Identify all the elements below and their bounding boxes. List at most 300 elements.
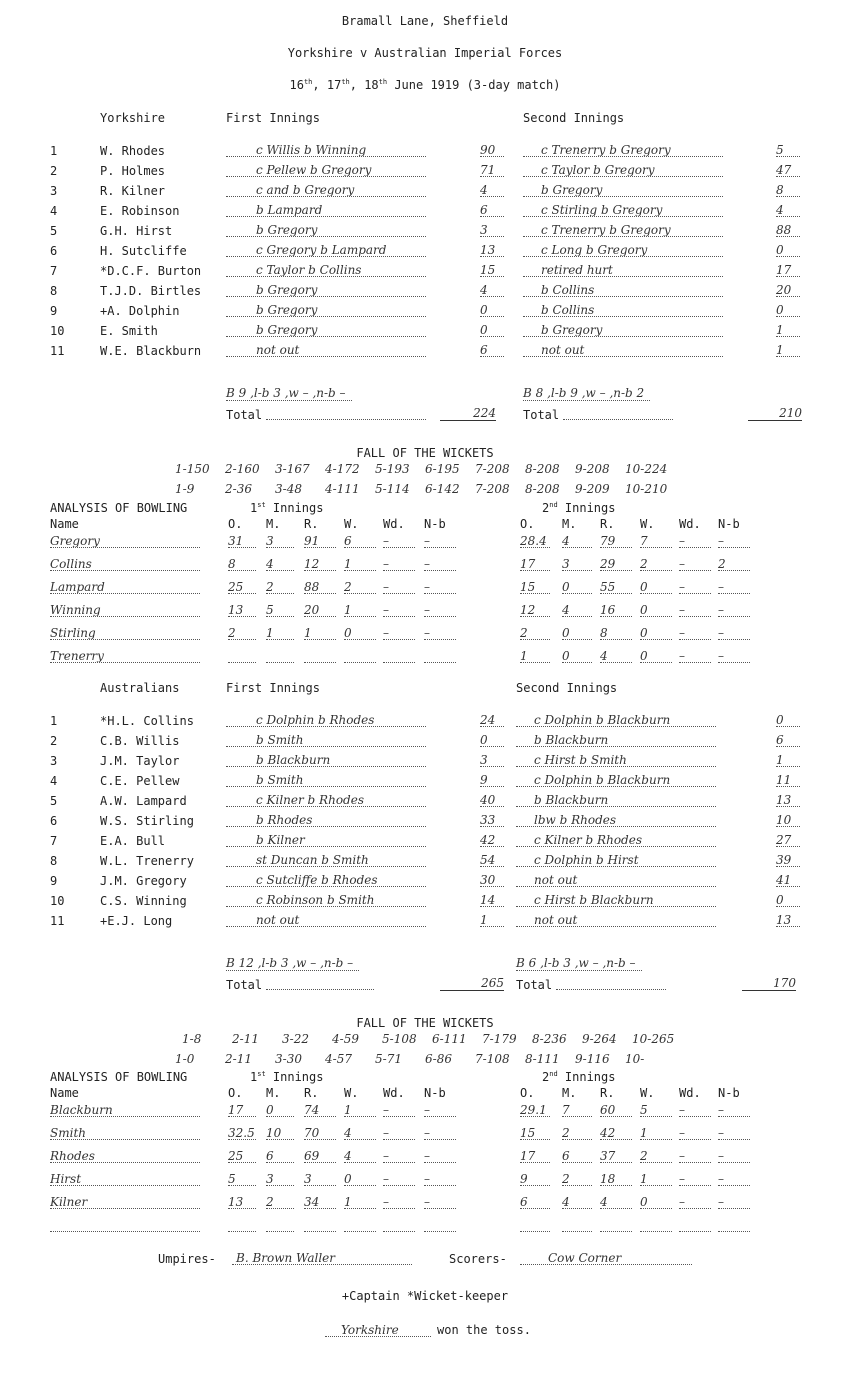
bowling-figure-first-innings: 13 xyxy=(228,1196,256,1209)
yorkshire-first-innings-heading: First Innings xyxy=(226,111,320,125)
batsman-number: 7 xyxy=(50,834,58,848)
runs-first-innings: 1 xyxy=(480,914,504,927)
bowling-figure-second-innings: 60 xyxy=(600,1104,632,1117)
bowling-figure-first-innings: 8 xyxy=(228,558,256,571)
bowling-figure-first-innings: 1 xyxy=(344,1196,376,1209)
fall-of-wicket: 7-179 xyxy=(482,1032,517,1046)
bowling-column-heading: W. xyxy=(344,517,359,531)
bowling-figure-first-innings: 1 xyxy=(304,627,336,640)
bowling-figure-second-innings: – xyxy=(679,604,711,617)
batsman-number: 8 xyxy=(50,284,58,298)
bowling-first-innings-heading: 1st Innings xyxy=(250,501,324,515)
yorkshire-team-heading: Yorkshire xyxy=(100,111,166,125)
fall-of-wicket: 4-111 xyxy=(325,482,360,496)
bowling-figure-first-innings: 4 xyxy=(344,1150,376,1163)
bowling-figure-first-innings: – xyxy=(424,1196,456,1209)
legend: +Captain *Wicket-keeper xyxy=(341,1289,509,1303)
runs-second-innings: 1 xyxy=(776,344,800,357)
batsman-number: 11 xyxy=(50,344,65,358)
runs-second-innings: 0 xyxy=(776,244,800,257)
bowling-figure-first-innings: 17 xyxy=(228,1104,256,1117)
bowling-figure-first-innings: – xyxy=(383,1104,415,1117)
bowling-figure-first-innings: 0 xyxy=(266,1104,294,1117)
dismissal-first-innings: c Kilner b Rhodes xyxy=(226,794,426,807)
runs-first-innings: 15 xyxy=(480,264,504,277)
bowling-figure-second-innings: 1 xyxy=(520,650,550,663)
bowling-figure-first-innings: 25 xyxy=(228,1150,256,1163)
fall-of-wicket: 2-160 xyxy=(225,462,260,476)
fall-of-wicket: 5-114 xyxy=(375,482,410,496)
bowling-figure-second-innings: 17 xyxy=(520,1150,550,1163)
fall-of-wicket: 9-209 xyxy=(575,482,610,496)
bowling-figure-first-innings: 70 xyxy=(304,1127,336,1140)
bowling-figure-first-innings: – xyxy=(383,558,415,571)
bowling-figure-second-innings xyxy=(640,1219,672,1232)
batsman-name: W.E. Blackburn xyxy=(100,344,202,358)
bowler-name: Kilner xyxy=(50,1196,200,1209)
bowling-figure-first-innings: 5 xyxy=(266,604,294,617)
runs-first-innings: 6 xyxy=(480,344,504,357)
bowling-figure-first-innings xyxy=(228,1219,256,1232)
bowling-figure-second-innings: 7 xyxy=(562,1104,592,1117)
runs-second-innings: 17 xyxy=(776,264,800,277)
dismissal-second-innings: retired hurt xyxy=(523,264,723,277)
dismissal-second-innings: not out xyxy=(523,344,723,357)
bowling-figure-first-innings: – xyxy=(424,627,456,640)
runs-first-innings: 14 xyxy=(480,894,504,907)
bowling-figure-first-innings: 10 xyxy=(266,1127,294,1140)
dismissal-first-innings: c Pellew b Gregory xyxy=(226,164,426,177)
bowling-column-heading: N-b xyxy=(424,517,446,531)
fall-of-wicket: 1-8 xyxy=(182,1032,202,1046)
batsman-number: 1 xyxy=(50,144,58,158)
bowling-figure-first-innings xyxy=(383,1219,415,1232)
bowling-column-heading: R. xyxy=(304,517,319,531)
fall-of-wicket: 8-208 xyxy=(525,462,560,476)
bowling-figure-first-innings: 1 xyxy=(344,558,376,571)
bowling-figure-second-innings: 2 xyxy=(520,627,550,640)
bowling-figure-second-innings: 15 xyxy=(520,581,550,594)
bowling-column-heading: Wd. xyxy=(383,1086,405,1100)
batsman-name: +A. Dolphin xyxy=(100,304,180,318)
bowling-figure-second-innings: 0 xyxy=(640,604,672,617)
bowler-name: Collins xyxy=(50,558,200,571)
runs-first-innings: 30 xyxy=(480,874,504,887)
bowling-figure-first-innings: 4 xyxy=(344,1127,376,1140)
bowling-figure-first-innings: – xyxy=(383,1173,415,1186)
fall-of-wicket: 3-167 xyxy=(275,462,310,476)
bowling-figure-second-innings: – xyxy=(718,1196,750,1209)
bowling-column-heading: N-b xyxy=(424,1086,446,1100)
runs-second-innings: 0 xyxy=(776,714,800,727)
bowling-figure-second-innings: – xyxy=(679,558,711,571)
runs-second-innings: 0 xyxy=(776,894,800,907)
bowling-figure-first-innings: 32.5 xyxy=(228,1127,255,1140)
bowling-column-heading: N-b xyxy=(718,517,740,531)
bowling-figure-first-innings: 3 xyxy=(266,535,294,548)
yorkshire-fow-title: FALL OF THE WICKETS xyxy=(356,446,494,460)
fall-of-wicket: 4-172 xyxy=(325,462,360,476)
dismissal-first-innings: not out xyxy=(226,344,426,357)
runs-first-innings: 4 xyxy=(480,184,504,197)
dismissal-first-innings: b Lampard xyxy=(226,204,426,217)
fall-of-wicket: 8-208 xyxy=(525,482,560,496)
batsman-number: 2 xyxy=(50,734,58,748)
bowling-figure-second-innings: – xyxy=(679,1173,711,1186)
batsman-name: J.M. Taylor xyxy=(100,754,180,768)
bowler-name: Hirst xyxy=(50,1173,200,1186)
dismissal-first-innings: b Blackburn xyxy=(226,754,426,767)
batsman-number: 5 xyxy=(50,794,58,808)
batsman-name: R. Kilner xyxy=(100,184,166,198)
bowling-figure-first-innings: 34 xyxy=(304,1196,336,1209)
bowling-figure-second-innings: 16 xyxy=(600,604,632,617)
runs-second-innings: 5 xyxy=(776,144,800,157)
bowling-figure-first-innings xyxy=(266,650,294,663)
runs-first-innings: 9 xyxy=(480,774,504,787)
bowling-figure-second-innings: 0 xyxy=(640,650,672,663)
fall-of-wicket: 8-236 xyxy=(532,1032,567,1046)
bowling-figure-first-innings xyxy=(383,650,415,663)
bowling-figure-second-innings: 2 xyxy=(640,1150,672,1163)
fall-of-wicket: 3-48 xyxy=(275,482,302,496)
runs-second-innings: 27 xyxy=(776,834,800,847)
fall-of-wicket: 2-11 xyxy=(225,1052,252,1066)
fall-of-wicket: 6-86 xyxy=(425,1052,452,1066)
bowling-figure-second-innings: 1 xyxy=(640,1127,672,1140)
bowling-name-column: Name xyxy=(50,1086,79,1100)
runs-first-innings: 13 xyxy=(480,244,504,257)
bowling-figure-second-innings: 2 xyxy=(562,1127,592,1140)
bowling-column-heading: O. xyxy=(228,1086,243,1100)
bowling-figure-first-innings: 13 xyxy=(228,604,256,617)
bowling-figure-first-innings: 69 xyxy=(304,1150,336,1163)
bowling-figure-first-innings: 0 xyxy=(344,1173,376,1186)
bowling-column-heading: W. xyxy=(640,1086,655,1100)
bowling-figure-first-innings: 2 xyxy=(344,581,376,594)
fall-of-wicket: 6-111 xyxy=(432,1032,467,1046)
bowling-analysis-title: ANALYSIS OF BOWLING xyxy=(50,1070,188,1084)
bowling-figure-second-innings: – xyxy=(718,1173,750,1186)
bowling-figure-second-innings: 0 xyxy=(640,581,672,594)
fall-of-wicket: 5-108 xyxy=(382,1032,417,1046)
bowler-name: Smith xyxy=(50,1127,200,1140)
dismissal-first-innings: c Robinson b Smith xyxy=(226,894,426,907)
dismissal-first-innings: c and b Gregory xyxy=(226,184,426,197)
bowling-figure-second-innings: 0 xyxy=(562,581,592,594)
bowling-figure-second-innings xyxy=(600,1219,632,1232)
bowling-column-heading: N-b xyxy=(718,1086,740,1100)
bowling-column-heading: W. xyxy=(640,517,655,531)
bowling-column-heading: R. xyxy=(600,517,615,531)
bowling-figure-first-innings: – xyxy=(424,558,456,571)
bowling-column-heading: Wd. xyxy=(679,517,701,531)
batsman-number: 4 xyxy=(50,204,58,218)
dismissal-second-innings: b Gregory xyxy=(523,324,723,337)
bowling-figure-first-innings xyxy=(344,650,376,663)
bowling-figure-first-innings: – xyxy=(383,1127,415,1140)
bowling-figure-first-innings xyxy=(266,1219,294,1232)
bowling-figure-first-innings: 12 xyxy=(304,558,336,571)
bowling-figure-first-innings: 31 xyxy=(228,535,256,548)
bowling-column-heading: Wd. xyxy=(679,1086,701,1100)
dismissal-first-innings: c Sutcliffe b Rhodes xyxy=(226,874,426,887)
bowler-name: Winning xyxy=(50,604,200,617)
yorkshire-total-1: 224 xyxy=(440,406,496,421)
bowling-column-heading: M. xyxy=(562,517,577,531)
australians-second-innings-heading: Second Innings xyxy=(516,681,618,695)
bowling-column-heading: O. xyxy=(520,517,535,531)
bowling-figure-second-innings: – xyxy=(679,627,711,640)
dismissal-second-innings: c Trenerry b Gregory xyxy=(523,144,723,157)
toss-winner: Yorkshire xyxy=(325,1324,431,1337)
fall-of-wicket: 7-208 xyxy=(475,482,510,496)
batsman-number: 6 xyxy=(50,244,58,258)
dismissal-second-innings: b Collins xyxy=(523,284,723,297)
bowling-figure-first-innings: – xyxy=(424,1104,456,1117)
bowler-name: Lampard xyxy=(50,581,200,594)
bowling-figure-second-innings: 29.1 xyxy=(520,1104,550,1117)
dismissal-second-innings: c Stirling b Gregory xyxy=(523,204,723,217)
runs-first-innings: 90 xyxy=(480,144,504,157)
bowling-figure-second-innings: 6 xyxy=(520,1196,550,1209)
dismissal-first-innings: b Gregory xyxy=(226,224,426,237)
bowling-figure-first-innings: – xyxy=(383,1150,415,1163)
bowling-column-heading: O. xyxy=(228,517,243,531)
bowling-column-heading: M. xyxy=(266,517,281,531)
dismissal-first-innings: b Gregory xyxy=(226,284,426,297)
bowling-figure-first-innings: 6 xyxy=(266,1150,294,1163)
bowling-figure-first-innings xyxy=(424,650,456,663)
bowling-figure-second-innings: – xyxy=(679,581,711,594)
australians-fow-title: FALL OF THE WICKETS xyxy=(356,1016,494,1030)
bowling-figure-first-innings: – xyxy=(383,535,415,548)
dismissal-first-innings: c Gregory b Lampard xyxy=(226,244,426,257)
match-date: 16th, 17th, 18th June 1919 (3-day match) xyxy=(289,78,561,92)
umpires-label: Umpires- xyxy=(158,1252,216,1266)
bowling-figure-second-innings: 4 xyxy=(562,1196,592,1209)
bowling-figure-second-innings: – xyxy=(718,1127,750,1140)
runs-first-innings: 42 xyxy=(480,834,504,847)
bowling-first-innings-heading: 1st Innings xyxy=(250,1070,324,1084)
bowler-name: Blackburn xyxy=(50,1104,200,1117)
fall-of-wicket: 6-195 xyxy=(425,462,460,476)
bowling-figure-second-innings: – xyxy=(718,1104,750,1117)
yorkshire-total-label-1: Total xyxy=(226,408,263,422)
bowling-figure-second-innings xyxy=(520,1219,550,1232)
runs-second-innings: 10 xyxy=(776,814,800,827)
bowling-figure-second-innings: – xyxy=(679,1150,711,1163)
yorkshire-extras-2: B 8 ,l-b 9 ,w – ,n-b 2 xyxy=(523,386,650,400)
bowling-figure-first-innings: 3 xyxy=(266,1173,294,1186)
fall-of-wicket: 1-9 xyxy=(175,482,195,496)
dismissal-first-innings: b Gregory xyxy=(226,304,426,317)
bowling-figure-second-innings: 2 xyxy=(640,558,672,571)
bowling-figure-first-innings: 6 xyxy=(344,535,376,548)
bowler-name: Rhodes xyxy=(50,1150,200,1163)
bowling-figure-second-innings: 7 xyxy=(640,535,672,548)
bowling-figure-first-innings: 5 xyxy=(228,1173,256,1186)
dismissal-first-innings: c Taylor b Collins xyxy=(226,264,426,277)
australians-total-label-2: Total xyxy=(516,978,553,992)
batsman-name: P. Holmes xyxy=(100,164,166,178)
runs-first-innings: 4 xyxy=(480,284,504,297)
fall-of-wicket: 7-208 xyxy=(475,462,510,476)
dismissal-first-innings: not out xyxy=(226,914,426,927)
fall-of-wicket: 7-108 xyxy=(475,1052,510,1066)
fall-of-wicket: 9-264 xyxy=(582,1032,617,1046)
bowler-name xyxy=(50,1219,200,1232)
batsman-name: W. Rhodes xyxy=(100,144,166,158)
bowling-figure-second-innings: 5 xyxy=(640,1104,672,1117)
bowling-second-innings-heading: 2nd Innings xyxy=(542,1070,616,1084)
fall-of-wicket: 9-116 xyxy=(575,1052,610,1066)
bowling-figure-first-innings: – xyxy=(383,604,415,617)
dismissal-second-innings: c Taylor b Gregory xyxy=(523,164,723,177)
bowling-figure-first-innings: – xyxy=(424,604,456,617)
bowling-figure-second-innings xyxy=(679,1219,711,1232)
fall-of-wicket: 10-265 xyxy=(632,1032,675,1046)
bowling-figure-second-innings: 18 xyxy=(600,1173,632,1186)
fall-of-wicket: 5-193 xyxy=(375,462,410,476)
bowling-figure-second-innings: 2 xyxy=(562,1173,592,1186)
bowling-figure-first-innings: 74 xyxy=(304,1104,336,1117)
batsman-number: 10 xyxy=(50,894,65,908)
runs-second-innings: 4 xyxy=(776,204,800,217)
batsman-number: 6 xyxy=(50,814,58,828)
australians-extras-1: B 12 ,l-b 3 ,w – ,n-b – xyxy=(226,956,359,970)
umpires-value: B. Brown Waller xyxy=(232,1252,412,1265)
bowling-figure-second-innings: – xyxy=(718,581,750,594)
australians-total-label-1: Total xyxy=(226,978,263,992)
bowling-figure-first-innings: 2 xyxy=(266,581,294,594)
bowling-figure-second-innings: 0 xyxy=(640,627,672,640)
australians-total-leader-1 xyxy=(266,977,374,990)
bowling-column-heading: M. xyxy=(562,1086,577,1100)
batsman-name: E. Smith xyxy=(100,324,158,338)
bowling-figure-first-innings: 91 xyxy=(304,535,336,548)
runs-second-innings: 13 xyxy=(776,794,800,807)
bowling-figure-second-innings: 0 xyxy=(562,627,592,640)
bowling-figure-second-innings: – xyxy=(718,604,750,617)
bowling-name-column: Name xyxy=(50,517,79,531)
bowling-figure-first-innings: 88 xyxy=(304,581,336,594)
bowler-name: Trenerry xyxy=(50,650,200,663)
bowling-figure-first-innings: – xyxy=(424,581,456,594)
australians-total-2: 170 xyxy=(742,976,796,991)
bowling-figure-second-innings: 3 xyxy=(562,558,592,571)
australians-extras-2: B 6 ,l-b 3 ,w – ,n-b – xyxy=(516,956,642,970)
batsman-number: 7 xyxy=(50,264,58,278)
dismissal-second-innings: c Kilner b Rhodes xyxy=(516,834,716,847)
bowling-figure-first-innings: 3 xyxy=(304,1173,336,1186)
batsman-name: E.A. Bull xyxy=(100,834,166,848)
bowling-figure-second-innings: 79 xyxy=(600,535,632,548)
runs-second-innings: 47 xyxy=(776,164,800,177)
batsman-name: A.W. Lampard xyxy=(100,794,187,808)
dismissal-second-innings: b Collins xyxy=(523,304,723,317)
bowling-figure-second-innings: 9 xyxy=(520,1173,550,1186)
australians-total-leader-2 xyxy=(556,977,666,990)
bowling-figure-first-innings: – xyxy=(383,581,415,594)
dismissal-second-innings: c Dolphin b Blackburn xyxy=(516,714,716,727)
bowling-column-heading: Wd. xyxy=(383,517,405,531)
bowling-figure-first-innings xyxy=(344,1219,376,1232)
yorkshire-extras-1: B 9 ,l-b 3 ,w – ,n-b – xyxy=(226,386,352,400)
yorkshire-second-innings-heading: Second Innings xyxy=(523,111,625,125)
batsman-name: W.S. Stirling xyxy=(100,814,194,828)
bowling-figure-second-innings: 2 xyxy=(718,558,750,571)
batsman-name: C.B. Willis xyxy=(100,734,180,748)
bowling-figure-second-innings: 17 xyxy=(520,558,550,571)
bowling-figure-first-innings: 2 xyxy=(266,1196,294,1209)
yorkshire-total-2: 210 xyxy=(748,406,802,421)
australians-team-heading: Australians xyxy=(100,681,180,695)
dismissal-second-innings: c Dolphin b Blackburn xyxy=(516,774,716,787)
bowling-figure-second-innings: 55 xyxy=(600,581,632,594)
bowling-figure-second-innings: 0 xyxy=(562,650,592,663)
bowling-figure-first-innings xyxy=(304,650,336,663)
runs-first-innings: 6 xyxy=(480,204,504,217)
dismissal-first-innings: b Kilner xyxy=(226,834,426,847)
bowling-figure-second-innings: 1 xyxy=(640,1173,672,1186)
fall-of-wicket: 10- xyxy=(625,1052,645,1066)
bowling-figure-first-innings: – xyxy=(424,1127,456,1140)
bowling-figure-first-innings: – xyxy=(424,1173,456,1186)
runs-second-innings: 0 xyxy=(776,304,800,317)
bowling-figure-second-innings: 4 xyxy=(562,535,592,548)
bowling-figure-first-innings: – xyxy=(424,535,456,548)
runs-first-innings: 0 xyxy=(480,304,504,317)
bowling-figure-second-innings: 8 xyxy=(600,627,632,640)
batsman-name: E. Robinson xyxy=(100,204,180,218)
australians-first-innings-heading: First Innings xyxy=(226,681,320,695)
bowler-name: Gregory xyxy=(50,535,200,548)
batsman-name: H. Sutcliffe xyxy=(100,244,187,258)
bowling-figure-second-innings: – xyxy=(718,627,750,640)
dismissal-second-innings: b Gregory xyxy=(523,184,723,197)
bowling-figure-second-innings: – xyxy=(718,650,750,663)
runs-second-innings: 39 xyxy=(776,854,800,867)
batsman-number: 3 xyxy=(50,184,58,198)
bowling-figure-first-innings xyxy=(424,1219,456,1232)
bowling-figure-first-innings xyxy=(228,650,256,663)
bowling-figure-second-innings: – xyxy=(718,1150,750,1163)
fall-of-wicket: 4-57 xyxy=(325,1052,352,1066)
dismissal-second-innings: c Hirst b Blackburn xyxy=(516,894,716,907)
batsman-name: C.S. Winning xyxy=(100,894,187,908)
australians-total-1: 265 xyxy=(440,976,504,991)
runs-first-innings: 24 xyxy=(480,714,504,727)
bowling-second-innings-heading: 2nd Innings xyxy=(542,501,616,515)
fall-of-wicket: 1-150 xyxy=(175,462,210,476)
dismissal-second-innings: c Trenerry b Gregory xyxy=(523,224,723,237)
dismissal-second-innings: not out xyxy=(516,874,716,887)
batsman-name: C.E. Pellew xyxy=(100,774,180,788)
bowling-figure-second-innings: 15 xyxy=(520,1127,550,1140)
batsman-number: 4 xyxy=(50,774,58,788)
batsman-name: J.M. Gregory xyxy=(100,874,187,888)
dismissal-second-innings: b Blackburn xyxy=(516,794,716,807)
yorkshire-total-leader-2 xyxy=(563,407,673,420)
runs-second-innings: 88 xyxy=(776,224,800,237)
runs-first-innings: 71 xyxy=(480,164,504,177)
bowling-figure-second-innings: 28.4 xyxy=(520,535,550,548)
dismissal-second-innings: not out xyxy=(516,914,716,927)
bowling-figure-second-innings: – xyxy=(679,1104,711,1117)
bowling-figure-second-innings: – xyxy=(718,535,750,548)
batsman-name: +E.J. Long xyxy=(100,914,173,928)
